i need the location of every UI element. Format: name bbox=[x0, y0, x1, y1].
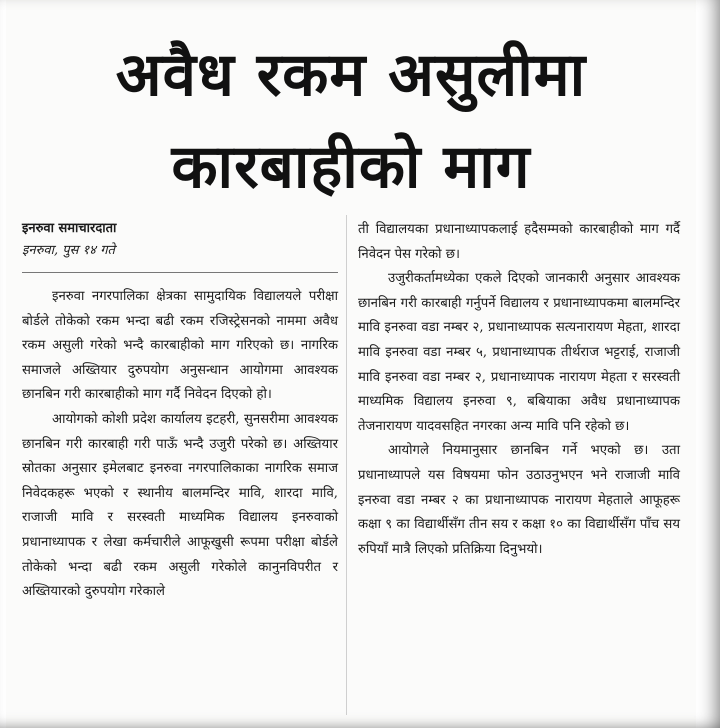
article-paragraph: ती विद्यालयका प्रधानाध्यापकलाई हदैसम्मको कारबाहीको माग गर्दै निवेदन पेस गरेको छ। bbox=[358, 222, 680, 262]
article-left-column bbox=[22, 218, 338, 605]
byline-dateline: इनरुवा, पुस १४ गते bbox=[22, 243, 115, 258]
column-divider bbox=[346, 215, 347, 715]
article-paragraph: आयोगको कोशी प्रदेश कार्यालय इटहरी, सुनसरीमा आवश्यक छानबिन गरी कारबाही गरी पाऊँ भन्दै उजुरी परेको छ। अख्तियार स्रोतका अनुसार इमेलबाट इनरुवा नगरपालिकाका नागरिक समाज निवेदकहरू भएको र स्थानीय बालमन्दिर मावि, शारदा मावि, राजाजी मावि र सरस्वती माध्यमिक विद्यालय इनरुवाको प्रधानाध्यापक र लेखा कर्मचारीले आफूखुसी रूपमा परीक्षा बोर्डले तोकेको भन्दा बढी रकम असुली गरेकोले कानुनविपरीत र अख्तियारको दुरुपयोग गरेकाले bbox=[22, 411, 338, 600]
byline-reporter: इनरुवा समाचारदाता bbox=[22, 221, 117, 236]
headline-line-2: कारबाहीको माग bbox=[171, 132, 531, 202]
article-right-column bbox=[358, 218, 680, 562]
article-paragraph: उजुरीकर्तामध्येका एकले दिएको जानकारी अनुसार आवश्यक छानबिन गरी कारबाही गर्नुपर्ने विद्यालय र प्रधानाध्यापकमा बालमन्दिर मावि इनरुवा वडा नम्बर २, प्रधानाध्यापक सत्यनारायण मेहता, शारदा मावि इनरुवा वडा नम्बर ५, प्रधानाध्यापक तीर्थराज भट्टराई, राजाजी मावि इनरुवा वडा नम्बर २, प्रधानाध्यापक नारायण मेहता र सरस्वती माध्यमिक विद्यालय इनरुवा ९, बबियाका अवैध प्रधानाध्यापक तेजनारायण यादवसहित नगरका अन्य मावि पनि रहेको छ। bbox=[358, 271, 680, 434]
headline-line-1: अवैध रकम असुलीमा bbox=[115, 40, 587, 110]
newspaper-clipping bbox=[6, 0, 696, 728]
article-paragraph: आयोगले नियमानुसार छानबिन गर्ने भएको छ। उता प्रधानाध्यापले यस विषयमा फोन उठाउनुभएन भने राजाजी मावि इनरुवा वडा नम्बर २ का प्रधानाध्यापक नारायण मेहताले आफूहरू कक्षा ९ का विद्यार्थीसँग तीन सय र कक्षा १० का विद्यार्थीसँग पाँच सय रुपियाँ मात्रै लिएको प्रतिक्रिया दिनुभयो। bbox=[358, 443, 680, 557]
byline-divider bbox=[22, 272, 338, 273]
article-paragraph: इनरुवा नगरपालिका क्षेत्रका सामुदायिक विद्यालयले परीक्षा बोर्डले तोकेको रकम भन्दा बढी रकम रजिस्ट्रेसनको नाममा अवैध रकम असुली गरेको भन्दै कारबाहीको माग गरिएको छ। नागरिक समाजले अख्तियार दुरुपयोग अनुसन्धान आयोगमा आवश्यक छानबिन गरी कारबाहीको माग गर्दै निवेदन दिएको हो। bbox=[22, 289, 338, 403]
